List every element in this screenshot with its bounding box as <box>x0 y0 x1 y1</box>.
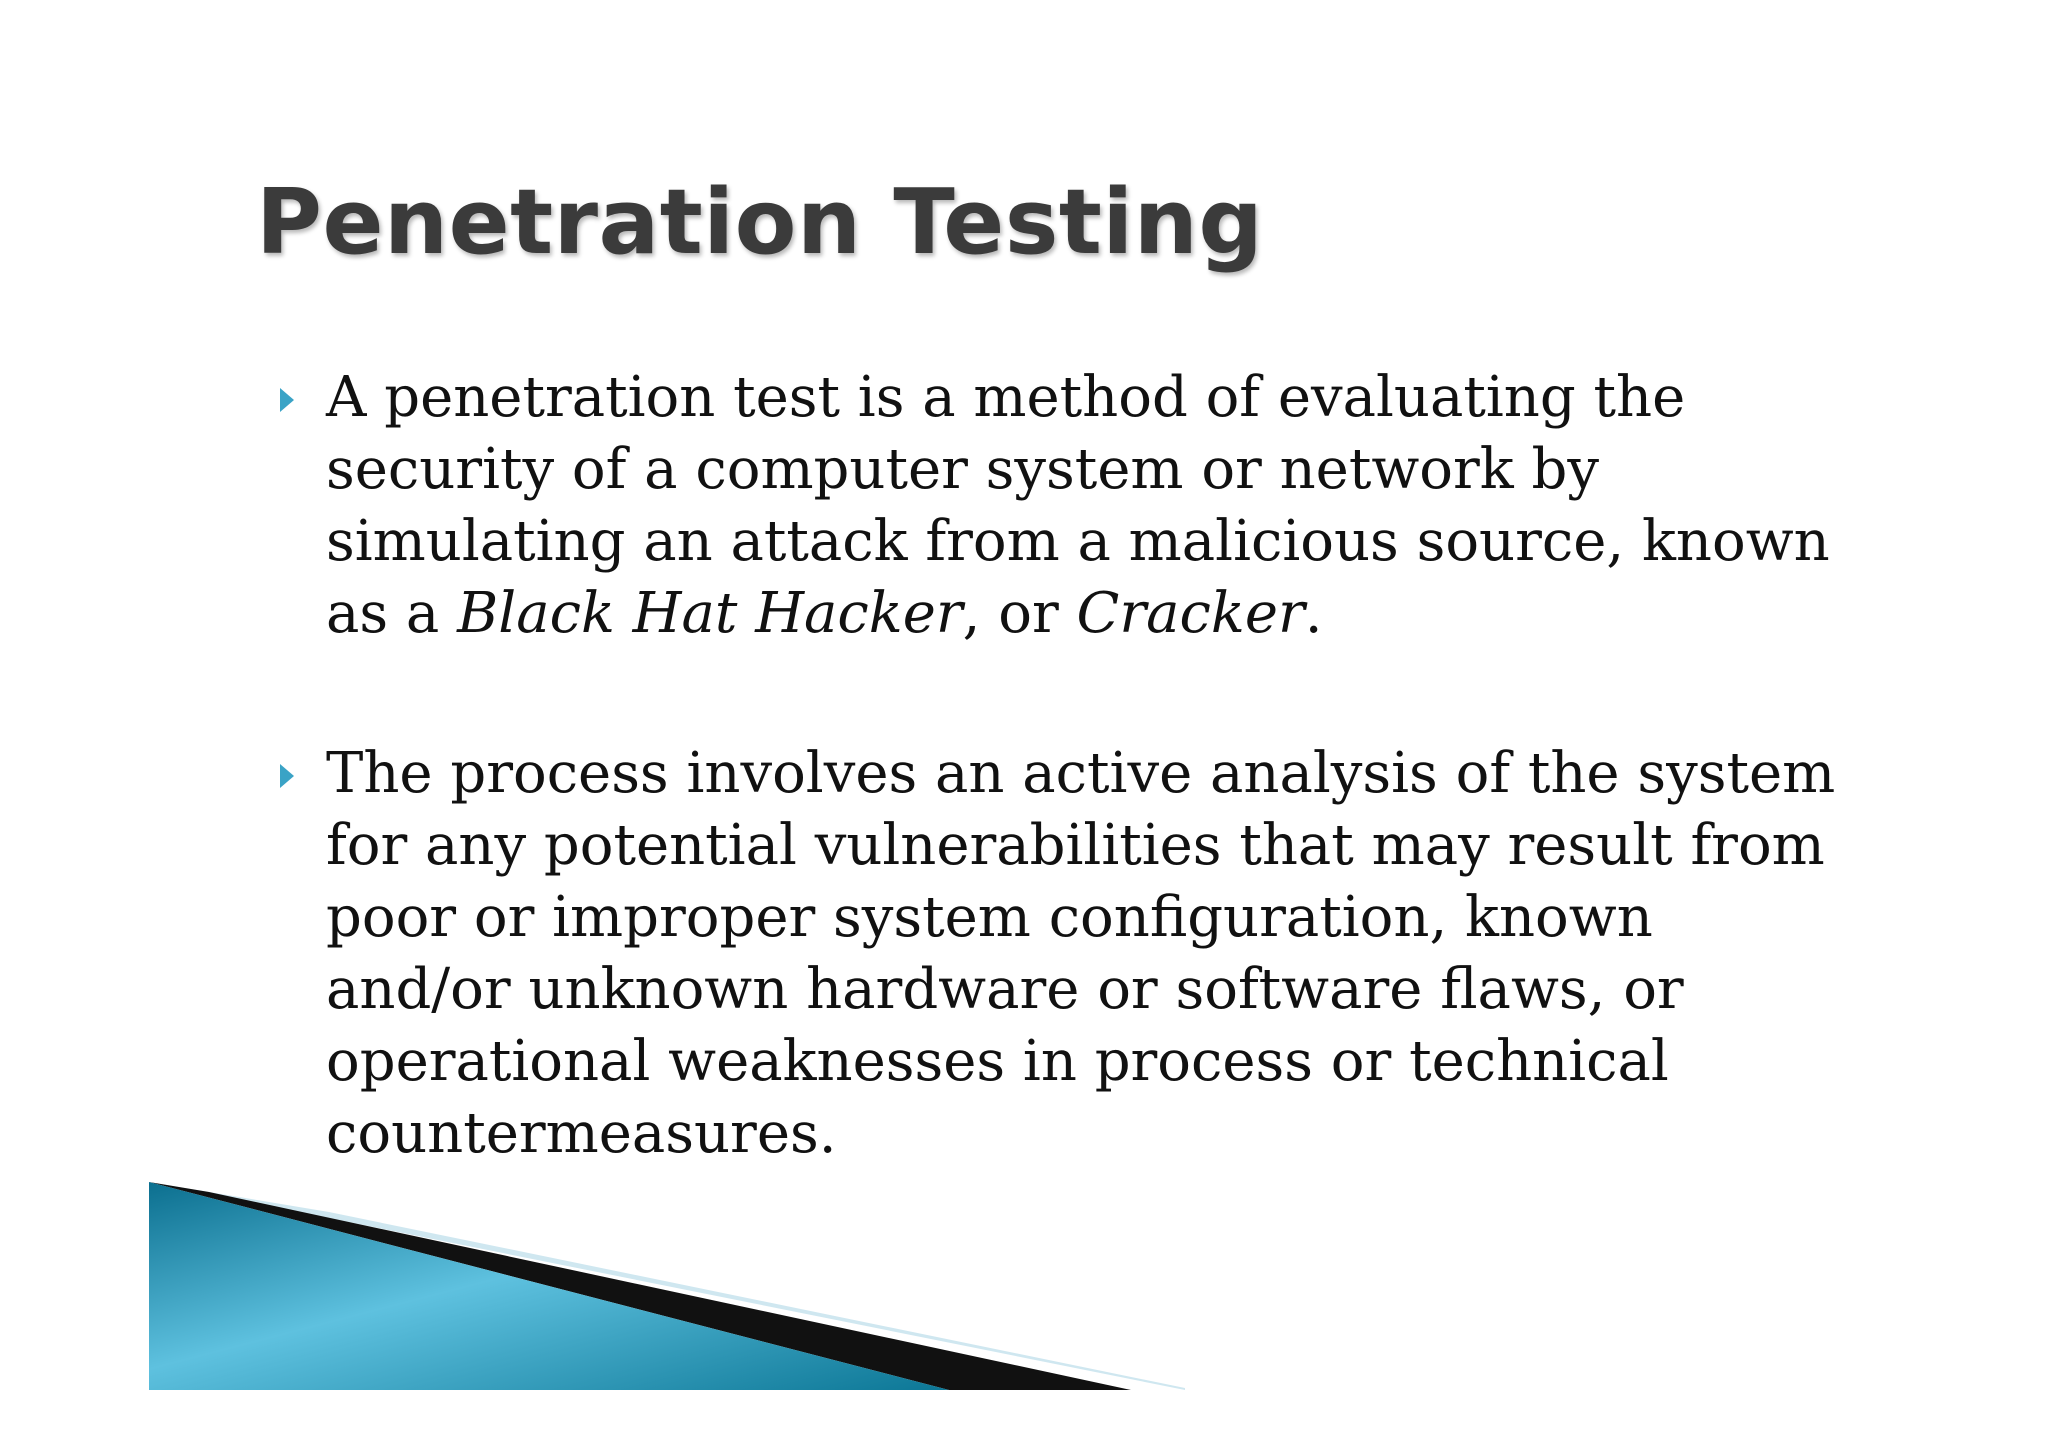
bullet-text: as a <box>326 581 458 646</box>
bullet-text: . <box>1304 581 1323 646</box>
emphasis-cracker: Cracker <box>1076 581 1305 646</box>
bullet-item-definition <box>280 362 1840 650</box>
bullet-line: for any potential vulnerabilities that may result from <box>326 813 1825 878</box>
bullet-line <box>326 578 1840 650</box>
corner-wedge-decoration <box>149 1182 1185 1390</box>
bullet-line: The process involves an active analysis of the system <box>326 741 1836 806</box>
bullet-line: security of a computer system or network by <box>326 437 1599 502</box>
bullet-line: and/or unknown hardware or software flaws, or <box>326 957 1684 1022</box>
bullet-line: operational weaknesses in process or technical <box>326 1029 1669 1094</box>
bullet-list <box>280 362 1840 1170</box>
triangle-bullet-icon <box>280 388 294 412</box>
triangle-bullet-icon <box>280 764 294 788</box>
bullet-item-process <box>280 738 1840 1170</box>
bullet-text: , or <box>962 581 1077 646</box>
bullet-line: simulating an attack from a malicious source, known <box>326 509 1830 574</box>
bullet-line: countermeasures. <box>326 1101 837 1166</box>
emphasis-black-hat-hacker: Black Hat Hacker <box>457 581 963 646</box>
bullet-line: poor or improper system configuration, known <box>326 885 1653 950</box>
slide-title: Penetration Testing <box>256 170 1264 275</box>
bullet-line: A penetration test is a method of evaluating the <box>326 365 1686 430</box>
